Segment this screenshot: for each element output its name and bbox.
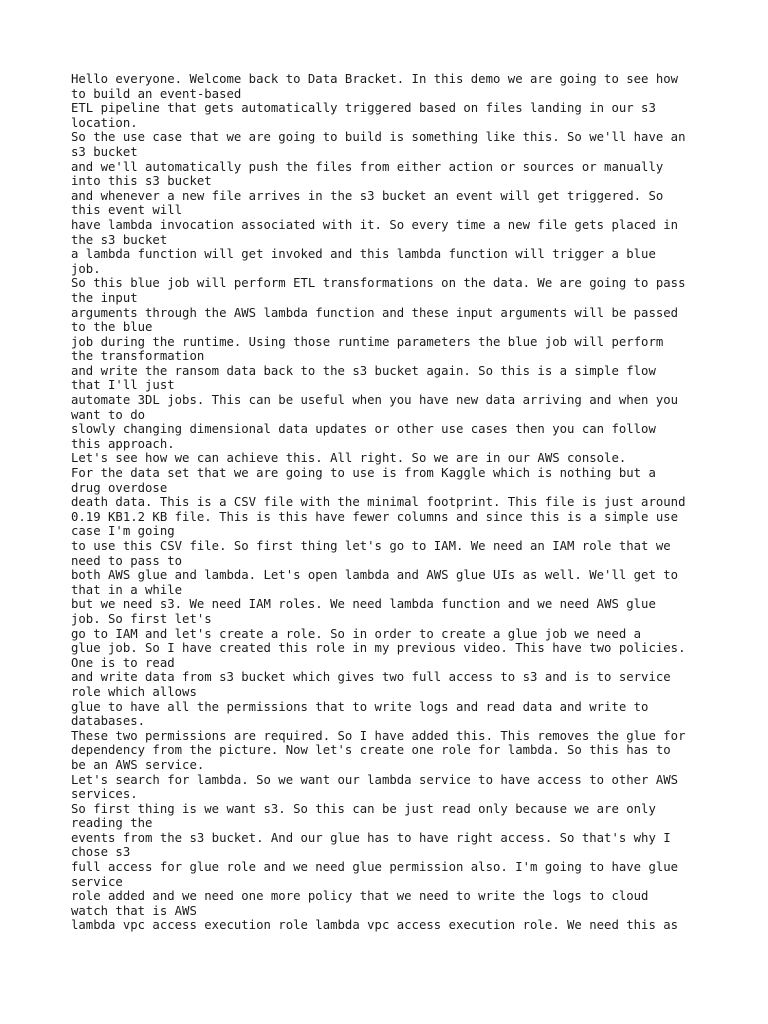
transcript-line: job. bbox=[71, 261, 101, 276]
transcript-line: Let's see how we can achieve this. All right. So we are in our AWS console. bbox=[71, 451, 627, 466]
transcript-line: a lambda function will get invoked and this lambda function will trigger a blue bbox=[71, 247, 656, 262]
transcript-line: drug overdose bbox=[71, 480, 168, 495]
transcript-line: want to do bbox=[71, 407, 146, 422]
transcript-line: Let's search for lambda. So we want our lambda service to have access to other AWS bbox=[71, 772, 679, 787]
transcript-line: dependency from the picture. Now let's create one role for lambda. So this has to bbox=[71, 743, 671, 758]
transcript-line: arguments through the AWS lambda function and these input arguments will be passed bbox=[71, 305, 679, 320]
transcript-line: to use this CSV file. So first thing let's go to IAM. We need an IAM role that we bbox=[71, 539, 671, 553]
transcript-line: and write the ransom data back to the s3 bucket again. So this is a simple flow bbox=[71, 363, 656, 378]
transcript-line: Hello everyone. Welcome back to Data Bracket. In this demo we are going to see how bbox=[71, 72, 679, 86]
transcript-line: chose s3 bbox=[71, 845, 131, 860]
transcript-line: that in a while bbox=[71, 582, 183, 597]
transcript-line: databases. bbox=[71, 714, 146, 729]
transcript-line: and whenever a new file arrives in the s3 bucket an event will get triggered. So bbox=[71, 188, 664, 203]
transcript-line: watch that is AWS bbox=[71, 903, 197, 918]
transcript-line: and write data from s3 bucket which gives two full access to s3 and is to service bbox=[71, 670, 671, 685]
transcript-line: the transformation bbox=[71, 349, 205, 364]
transcript-line: So this blue job will perform ETL transformations on the data. We are going to pass bbox=[71, 276, 686, 291]
transcript-line: and we'll automatically push the files from either action or sources or manually bbox=[71, 159, 664, 174]
transcript-line: case I'm going bbox=[71, 524, 175, 539]
transcript-line: service bbox=[71, 874, 123, 889]
transcript-line: lambda vpc access execution role lambda vpc access execution role. We need this as bbox=[71, 918, 679, 933]
transcript-line: services. bbox=[71, 787, 138, 802]
transcript-line: glue to have all the permissions that to write logs and read data and write to bbox=[71, 699, 649, 714]
transcript-line: ETL pipeline that gets automatically triggered based on files landing in our s3 bbox=[71, 101, 656, 116]
transcript-line: to the blue bbox=[71, 320, 153, 335]
transcript-line: For the data set that we are going to use is from Kaggle which is nothing but a bbox=[71, 466, 656, 481]
transcript-line: These two permissions are required. So I have added this. This removes the glue for bbox=[71, 728, 686, 743]
transcript-line: this event will bbox=[71, 203, 183, 218]
transcript-line: the input bbox=[71, 290, 138, 305]
transcript-line: death data. This is a CSV file with the minimal footprint. This file is just around bbox=[71, 495, 686, 510]
transcript-line: both AWS glue and lambda. Let's open lambda and AWS glue UIs as well. We'll get to bbox=[71, 568, 679, 583]
transcript-line: role added and we need one more policy that we need to write the logs to cloud bbox=[71, 889, 649, 904]
transcript-line: job during the runtime. Using those runtime parameters the blue job will perform bbox=[71, 334, 664, 349]
transcript-line: the s3 bucket bbox=[71, 232, 168, 247]
transcript-line: slowly changing dimensional data updates or other use cases then you can follow bbox=[71, 422, 656, 437]
transcript-line: have lambda invocation associated with it. So every time a new file gets placed in bbox=[71, 217, 679, 232]
transcript-line: full access for glue role and we need glue permission also. I'm going to have glue bbox=[71, 860, 679, 875]
transcript-line: be an AWS service. bbox=[71, 757, 205, 772]
transcript-line: One is to read bbox=[71, 655, 175, 670]
transcript-line: 0.19 KB1.2 KB file. This is this have fewer columns and since this is a simple use bbox=[71, 509, 679, 524]
transcript-line: glue job. So I have created this role in my previous video. This have two policies. bbox=[71, 641, 686, 656]
transcript-line: location. bbox=[71, 115, 138, 130]
transcript-line: that I'll just bbox=[71, 378, 175, 393]
transcript-line: role which allows bbox=[71, 684, 197, 699]
transcript-line: into this s3 bucket bbox=[71, 174, 212, 189]
transcript-line: s3 bucket bbox=[71, 144, 138, 159]
transcript-line: to build an event-based bbox=[71, 86, 242, 101]
transcript-line: reading the bbox=[71, 816, 153, 831]
transcript-line: need to pass to bbox=[71, 553, 183, 568]
transcript-line: events from the s3 bucket. And our glue has to have right access. So that's why I bbox=[71, 830, 671, 845]
transcript-line: this approach. bbox=[71, 436, 175, 451]
transcript-line: but we need s3. We need IAM roles. We need lambda function and we need AWS glue bbox=[71, 597, 656, 612]
transcript-line: job. So first let's bbox=[71, 611, 212, 626]
transcript-line: automate 3DL jobs. This can be useful when you have new data arriving and when you bbox=[71, 393, 679, 408]
transcript-line: So the use case that we are going to build is something like this. So we'll have an bbox=[71, 130, 686, 145]
transcript-text bbox=[71, 72, 741, 933]
transcript-line: So first thing is we want s3. So this can be just read only because we are only bbox=[71, 801, 656, 816]
transcript-line: go to IAM and let's create a role. So in order to create a glue job we need a bbox=[71, 626, 642, 641]
